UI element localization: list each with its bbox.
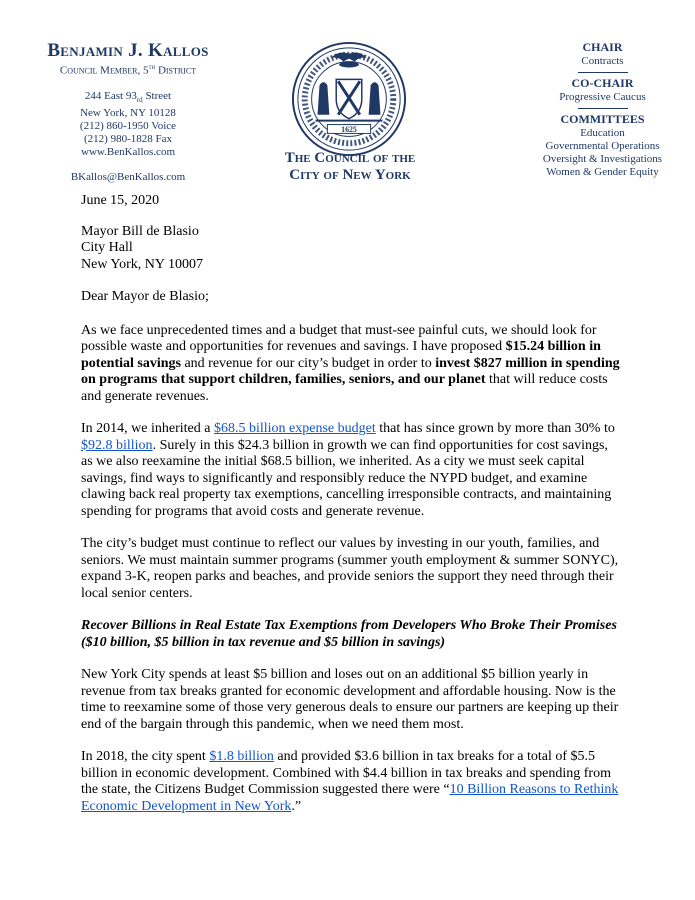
council-member-name: Benjamin J. Kallos — [47, 40, 209, 61]
paragraph-tax-breaks: New York City spends at least $5 billion and loses out on an additional $5 billion yearly in revenue from tax breaks granted for economic development and affordable housing. Now is the time to reexamine some of those very generous deals to ensure our partners are keeping up their end of the bargain through this pandemic, when we need them most. — [81, 667, 619, 732]
letter-body — [81, 193, 621, 831]
paragraph-2018-spending: In 2018, the city spent $1.8 billion and provided $3.6 billion in tax breaks for a total of $5.5 billion in economic development. Combined with $4.4 billion in tax breaks and spending from the state, the Citizens Budget Commission suggested there were “10 Billion Reasons to Rethink Economic Development in New York.” — [81, 749, 619, 814]
chair-item: Contracts — [581, 55, 624, 67]
chair-heading: CHAIR — [582, 40, 623, 54]
letterhead-left — [28, 40, 228, 183]
cochair-heading: CO-CHAIR — [571, 76, 634, 90]
paragraph-intro: As we face unprecedented times and a budget that must-see painful cuts, we should look for possible waste and opportunities for revenues and savings. I have proposed $15.24 billion in potential savings and revenue for our city’s budget in order to invest $827 million in spending on programs that support children, families, seniors, and our planet that will reduce costs and generate revenues. — [81, 322, 620, 404]
address-city: New York, NY 10128 — [80, 106, 176, 119]
bold-investment: invest $827 million in spending on programs that support children, families, seniors, and our planet — [81, 355, 620, 387]
email-link[interactable]: BKallos@BenKallos.com — [70, 170, 186, 183]
committee-item: Women & Gender Equity — [546, 166, 659, 178]
letterhead-right — [520, 40, 685, 179]
bold-savings: $15.24 billion in potential savings — [81, 339, 601, 371]
council-member-title: Council Member, 5th District — [59, 63, 197, 77]
phone-voice: (212) 860-1950 Voice — [79, 119, 177, 132]
section-heading: Recover Billions in Real Estate Tax Exemptions from Developers Who Broke Their Promises ($10 billion, $5 billion in tax revenue and $5 billion in savings) — [81, 618, 617, 650]
expense-budget-link[interactable]: $68.5 billion expense budget — [213, 421, 376, 436]
phone-fax: (212) 980-1828 Fax — [84, 132, 172, 145]
address-street: 244 East $93_{rd}$ Street — [84, 89, 172, 104]
divider — [578, 72, 628, 73]
cbc-report-link[interactable]: 10 Billion Reasons to Rethink Economic Development in New York — [81, 782, 619, 814]
committee-item: Governmental Operations — [545, 140, 660, 152]
recipient-line: New York, NY 10007 — [81, 256, 203, 272]
committee-item: Education — [580, 127, 625, 139]
seal-year: 1625 — [341, 124, 357, 134]
salutation: Dear Mayor de Blasio; — [81, 289, 209, 304]
recipient-line: Mayor Bill de Blasio — [81, 223, 199, 239]
spending-link[interactable]: $1.8 billion — [209, 749, 274, 764]
committees-heading: COMMITTEES — [560, 112, 645, 126]
cochair-item: Progressive Caucus — [559, 91, 646, 103]
office-contact — [28, 90, 228, 159]
letter-date: June 15, 2020 — [81, 193, 160, 208]
paragraph-budget-growth: In 2014, we inherited a $68.5 billion expense budget that has since grown by more than 30% to $92.8 billion. Surely in this $24.3 billion in growth we can find opportunities for cost savings, as we also reexamine the initial $68.5 billion, we inherited. As a city we must seek capital savings, find ways to significantly and responsibly reduce the NYPD budget, and examine clawing back real property tax exemptions, cancelling irresponsible contracts, and maintaining spending for programs that avoid costs and generate revenue. — [81, 421, 615, 519]
council-name-line1: The Council of the — [284, 150, 416, 166]
committee-item: Oversight & Investigations — [542, 153, 663, 165]
recipient-line: City Hall — [81, 240, 133, 255]
council-name-line2: City of New York — [289, 167, 411, 183]
budget-92-link[interactable]: $92.8 billion — [81, 437, 153, 453]
website-link[interactable]: www.BenKallos.com — [81, 145, 175, 158]
recipient-address — [81, 224, 621, 274]
city-council-seal-icon — [290, 40, 408, 158]
paragraph-values: The city’s budget must continue to reflect our values by investing in our youth, families, and seniors. We must maintain summer programs (summer youth employment & summer SONYC), expand 3-K, reopen parks and beaches, and provide seniors the support they need through their local senior centers. — [81, 536, 619, 601]
divider — [578, 108, 628, 109]
council-name — [255, 150, 445, 184]
